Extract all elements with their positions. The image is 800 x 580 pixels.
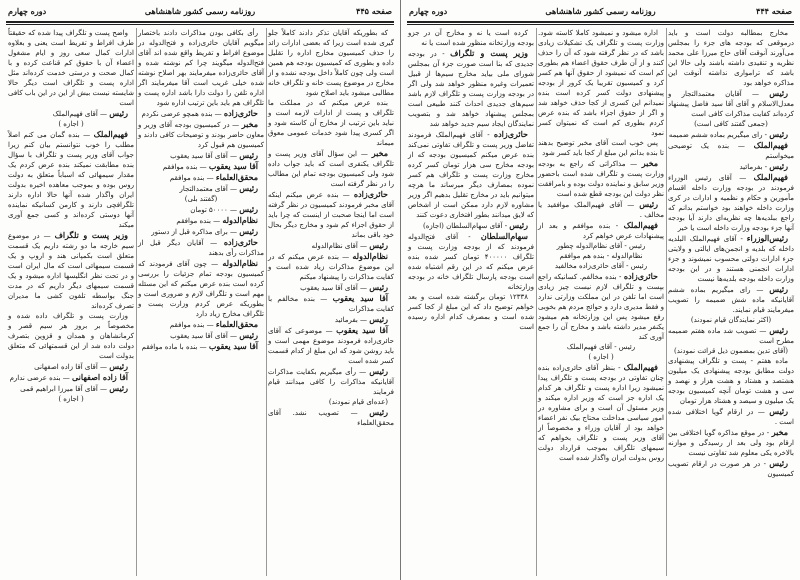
newspaper-title: روزنامه رسمی کشور شاهنشاهی — [144, 6, 256, 16]
speaker-name: حائری‌زاده — [223, 237, 258, 247]
speaker-name: رئیس — [769, 325, 788, 335]
speaker-paragraph — [268, 314, 394, 325]
speaker-paragraph — [668, 161, 794, 172]
speech-text: — آقای معتمدالتجار — [179, 185, 238, 193]
speech-text: - رای میگیریم بماده ششم ضمیمه — [668, 131, 768, 139]
page-header — [409, 6, 792, 20]
speaker-name: رئیس — [369, 240, 388, 250]
speaker-paragraph — [138, 172, 264, 183]
speaker-name: نظام‌الدوله — [222, 258, 258, 268]
speaker-paragraph — [408, 231, 534, 292]
header-rule — [6, 21, 394, 25]
newspaper-title: روزنامه رسمی کشور شاهنشاهی — [545, 6, 656, 16]
speech-text: — آقایان دیگر قبل از مذاکرات رأی بدهند — [138, 239, 264, 257]
speaker-name: رئیس — [769, 88, 788, 98]
speaker-name: رئیس — [369, 366, 388, 376]
speaker-name: رئیس — [239, 204, 258, 214]
speaker-name: فهیم‌الملک — [753, 140, 788, 150]
body-paragraph: ۱۲۳۳۸ تومان برگشته شده است و بعد خواهم توضیح داد که این مبلغ از کجا کسر شده است و بمصرف کدام اداره رسیده است — [408, 293, 534, 331]
speech-text: — مذاکراتی که راجع به بودجه وزارت پست و تلگراف شده است باحضور وزیر سابق و نماینده دولت بوده و بامرافقت نظر دولت این بودجه قطع شده است — [538, 160, 664, 198]
speaker-paragraph — [8, 372, 134, 383]
speech-text: — موضوعی که آقای حائری‌زاده فرمودند موضوع مهمی است و باید روشن شود که این مبلغ از کدام قسمت کسر شده است — [268, 327, 394, 365]
speaker-name: مخبر — [641, 158, 659, 168]
column-middle — [538, 28, 664, 463]
speech-text: - آقای فتح‌الدوله فرمودند که از بودجه وزارت پست و تلگراف ۴۰۰۰۰۰ تومان کسر شده بنده عرض میکنم که در این رقم اشتباه شده است بودجه پارسال تلگراف خانه در بودجه وزارتخانه — [408, 233, 534, 291]
speaker-paragraph — [538, 220, 664, 241]
column-divider — [666, 28, 667, 576]
speaker-name: آقا سید یعقوب — [336, 325, 388, 335]
speaker-paragraph — [668, 88, 794, 119]
speaker-paragraph — [268, 325, 394, 366]
centered-note: ( اجازه ) — [58, 120, 84, 128]
centered-note: نظام‌الدوله - بنده هم موافقم — [559, 252, 643, 260]
centered-note: رئیس - آقای حائری‌زاده مخالفید — [554, 262, 648, 270]
speech-text: — آقای نظام‌الدوله — [311, 242, 368, 250]
volume-label: دوره چهارم — [8, 6, 47, 16]
speech-text: — آقای آقا زاده اصفهانی — [34, 363, 108, 371]
speaker-paragraph — [668, 129, 794, 140]
speaker-name: فهیم‌الملک — [623, 362, 658, 372]
speaker-paragraph — [268, 189, 394, 240]
speech-text: — بنده موافقم — [169, 174, 214, 182]
speaker-paragraph — [538, 158, 664, 199]
speaker-paragraph — [138, 183, 264, 194]
speaker-name: آقا سید یعقوب — [332, 293, 388, 303]
speaker-paragraph — [138, 108, 264, 119]
speaker-paragraph — [268, 366, 394, 397]
speech-text: - بنده موافقم و بعد از پیشنهادات عرض خواهم کرد — [538, 222, 664, 240]
speaker-paragraph — [268, 240, 394, 251]
body-paragraph: اداره میشود و نمیشود کاملا کاسته شود. وزارت پست و تلگراف یک تشکیلات زیادی باشد که در نظر گرفته شود که آن را حذف کنند و از آن طرف حقوق اعضاء هم بطوری کم است که نمیشود از حقوق آنها هم کسر کرد و کمیسیون تقریبا یک کرور از بودجه پیشنهادی دولت کسر کرده است بنده نمیدانم این کسری از کجا حذف خواهد شد و اگر از حقوق اجزاء باشد که بنده عرض کردم بطوری کم است که نمیتوان کسر نمود — [538, 29, 664, 137]
speaker-name: مخبر — [371, 148, 388, 158]
speech-text: — آقای آقا سید یعقوب — [300, 284, 368, 292]
speaker-paragraph — [538, 199, 664, 220]
centered-note: رئیس - آقای فهیم‌الملک — [566, 343, 636, 351]
speech-text: - آقای سهام‌السلطان (اجازه) — [422, 222, 508, 230]
speaker-paragraph — [138, 119, 264, 150]
speaker-name: رئیس — [369, 282, 388, 292]
speaker-paragraph — [408, 129, 534, 220]
body-paragraph: رأی بکافی بودن مذاکرات دادند باختصار میگویم آقایان حائری‌زاده و فتح‌الدوله در موضوع افراط و تفریط واقع شده اند آقای فتح‌الدوله میگویند چرا کم نوشته شده و آقای حائری‌زاده میفرمایند بهر اصلاح نوشته شده خیلی غریب است آقا میفرمایند اگر اداره تلفن را دولت دارا باشد اداره پست و تلگراف هم باید باین ترتیب اداره شود — [138, 29, 264, 107]
speaker-name: محقق‌العلماء — [215, 172, 258, 182]
speech-text: — بنده یک توضیحی میخواستم — [668, 142, 794, 160]
page-number: صفحه ۴۴۵ — [356, 6, 392, 16]
speech-text: — آقای آقا سید یعقوب — [170, 332, 238, 340]
speech-text: — بنده عرض میکنم که در این موضوع مذاکرات زیاد شده است و کفایت مذاکرات را پیشنهاد میکنم — [268, 253, 394, 281]
speaker-name: رئیس — [239, 330, 258, 340]
speaker-paragraph — [668, 406, 794, 427]
speaker-name: رئیس — [639, 199, 658, 209]
speaker-name: حائری‌زاده — [223, 108, 258, 118]
speech-text: — رای میگیریم بماده ششم آقایانیکه ماده شش ضمیمه را تصویب میفرمایند قیام نمایند. — [668, 286, 794, 314]
speech-text: — آقای آقا سید یعقوب — [170, 152, 238, 160]
speaker-paragraph — [138, 237, 264, 258]
speech-text: — بنده مخالفم با کفایت مذاکرات — [268, 295, 394, 313]
body-paragraph: (عده‌ای قیام نمودند) — [328, 398, 388, 406]
speech-text: - بفرمائید — [739, 163, 768, 171]
speaker-paragraph — [268, 148, 394, 189]
body-paragraph: واضح پست و تلگراف پیدا شده که حقیقتاً طرف افراط و تفریط است یعنی و بعلاوه ادارات کمال سعی روز و ایام مشغول اعضاء آن با حقوق کم قناعت کرده و با کمال صحت و درستی خدمت کرده‌اند مثل اداره پست و تلگراف است دیگر حالا شایسته نیست بیش از این در این باب کافی است — [8, 29, 134, 107]
speaker-name: آقا سید یعقوب — [208, 161, 258, 171]
speaker-paragraph — [538, 271, 664, 342]
centered-note: ( اجازه ) — [58, 395, 84, 403]
speaker-name: آقا سید یعقوب — [208, 341, 258, 351]
speaker-paragraph — [138, 258, 264, 319]
speech-text: - در بودجه جدیدی که بنا است صورت جزء آن بمجلس شورای ملی بیاید مخارج سیم‌ها از قبیل تعمیرات وغیره منظور خواهد شد ولی اگر در بودجه وزارت پست و تلگراف لازم باشد سیم‌های جدیدی احداث کنند طبیعی است بمجلس پیشنهاد خواهد شد و بتصویب نمایندگان ایجاد سیم جدید خواهد شد — [408, 50, 534, 128]
speech-text: — بنده عرض میکنم اینکه آقای مخبر فرمودند کمیسیون در نظر گرفته است اما اینجا صحبت از اینست که چرا باید از حقوق اجزاء کم شود و مخارج دیگر بحال خود باقی بماند — [268, 191, 394, 239]
centered-note: (جمعی گفتند کافی است) — [694, 120, 768, 128]
speaker-paragraph — [668, 458, 794, 479]
speaker-name: رئیس‌الوزراء — [746, 233, 788, 243]
speaker-name: رئیس — [109, 383, 128, 393]
volume-label: دوره چهارم — [409, 6, 448, 16]
speaker-name: محقق‌العلماء — [215, 319, 258, 329]
body-paragraph: وزارت پست و تلگراف داده شده و مخصوصاً بر بروز هر سیم قصر و کرمانشاهان و همدان و قزوین بتصرف دولت داده شد از این قسمتهائی که متعلق بدولت است — [8, 312, 134, 360]
speech-text: — بنده موافقم — [162, 163, 207, 171]
speech-text: — بنده همچو عرضی نکردم — [141, 110, 222, 118]
speech-text: - آقای فهیم‌الملک البلدیه داخله که بلدیه و انجمن‌های ایالتی و ولایتی جزء ادارات دولتی محسوب نمیشوند و جزء ادارات انجمنی هستند و در این بودجه وزارت داخله بودجه بلدیه‌ها نیست — [668, 235, 794, 283]
speaker-paragraph — [408, 220, 534, 231]
speech-text: — برای مذاکره قبل از دستور — [151, 228, 238, 236]
speaker-paragraph — [138, 226, 264, 237]
speaker-paragraph — [138, 161, 264, 172]
centered-note: (اکثر نمایندگان قیام نمودند) — [690, 316, 772, 324]
speaker-name: رئیس — [769, 284, 788, 294]
speaker-paragraph — [138, 341, 264, 352]
speaker-name: رئیس — [769, 161, 788, 171]
speaker-name: فهیم‌الملک — [623, 220, 658, 230]
speaker-name: فهیم‌الملک — [93, 129, 128, 139]
speaker-name: حائری‌زاده — [623, 271, 658, 281]
speech-text: — بفرمائید — [334, 316, 368, 324]
body-paragraph: ماده هفتم - پست و تلگراف پیشنهادی دولت مطابق بودجه پیشنهادی یک میلیون هشتصد و هشتاد و هشت هزار و نهصد و سی و هشت تومان آنچه کمیسیون بودجه یک میلیون و سیصد و هشتاد هزار تومان — [668, 357, 794, 405]
column-divider — [136, 28, 137, 576]
speaker-name: رئیس — [769, 458, 788, 468]
body-paragraph: بنده عرض میکنم که در مملکت ما تلگراف و پست از ادارات لازمه است و نباید باین ترتیب از مخارج آن کاسته شود و اگر کسری پیدا شود خدمات عمومی معوق میماند — [268, 99, 394, 147]
column-divider — [536, 28, 537, 576]
speech-text: — این سؤال آقای وزیر پست و تلگراف یکنفری است که باید جواب داده شود ولی کمیسیون بودجه تمام این مطالب را در نظر گرفته است — [268, 150, 394, 188]
speaker-paragraph — [668, 140, 794, 161]
centered-note: (آقای تدین بمضمون ذیل قرائت نمودند) — [674, 347, 788, 355]
speaker-paragraph — [138, 204, 264, 215]
body-paragraph: مخارج بمطالبه دولت است و باید درموقعی که بودجه های جزء را بمجلس می‌آورند آنوقت آقای حاج میرزا علی محمد نظریه و تنقیدی داشته باشند ولی حالا این باشد که ترامواری نداشته آنوقت این مذاکره خواهد بود — [668, 29, 794, 87]
speech-text: - بنده مخالفم. کسانیکه راجع بپست و تلگراف لازم نیست چیز زیادی است اما تلفن در این مملکت وزارتی ندارد و فقط مدیری دارد و حوائج مردم هم بخوبی رفع میشود پس این وزارتخانه هم میشود یکنفر مدیر داشته باشد و مخارج آن را جمع آوری کند — [538, 273, 664, 341]
speech-text: — در موضوع سیم خارجه ما دو رشته داریم یک قسمت متعلق است بکمپانی هند و اروپ و یک قسمت سیمهائی است که مال ایران است و در تحت نظر انگلیسها اداره میشود و یک قسمت سیمهای دیگر داریم که در مدت جنگ بواسطه تلفون کشی ما مدیران تصرف کرده‌اند — [8, 232, 134, 310]
body-paragraph: کرده است یا نه و مخارج آن در جزو بودجه وزارتخانه منظور شده است یا نه — [408, 29, 534, 47]
speech-text: — رأی میگیریم بکفایت مذاکرات آقایانیکه مذاکرات را کافی میدانند قیام فرمایند — [268, 368, 394, 396]
centered-note: ( اجازه ) — [588, 353, 614, 361]
column-right — [268, 28, 394, 428]
speech-text: - بنظر آقای حائری‌زاده بنده چنان تفاوتی در بودجه پست و تلگراف پیدا نمیشود زیرا اداره پست و تلگراف هر کدام یک اداره جز است که وزیر اداره میکند و وزیر مسئول آن است و برای مشاوره در امور سیاسی مداخلت محتاج بیک نفر اعضاء خواهد بود از آقایان وزراء و مخصوصاً از آقای وزیر پست و تلگراف بخواهم که سیمهای تلگراف بموجب قرارداد دولت روس بدولت ایران واگذار شده است — [538, 364, 664, 462]
column-left — [8, 28, 134, 404]
speech-text: — بنده موافقم — [169, 321, 214, 329]
column-right — [668, 28, 794, 479]
speaker-name: آقا زاده اصفهانی — [72, 372, 128, 382]
speech-text: — در کمیسیون بودجه آقای وزیر و معاون حاضر بودند و توضیحات کافی دادند و کمیسیون هم قبول کرد — [138, 121, 264, 149]
speaker-name: وزیر پست و تلگراف — [450, 48, 529, 58]
speaker-paragraph — [538, 362, 664, 463]
speaker-paragraph — [668, 233, 794, 284]
speaker-name: رئیس — [239, 183, 258, 193]
speaker-paragraph — [138, 319, 264, 330]
speaker-name: نظام‌الدوله — [352, 251, 388, 261]
speaker-paragraph — [268, 293, 394, 314]
speaker-paragraph — [8, 129, 134, 230]
speaker-paragraph — [668, 172, 794, 233]
speech-text: - در هر صورت در ارقام تصویب کمیسیون — [668, 460, 794, 478]
speech-text: — بنده با ماده موافقم — [141, 343, 207, 351]
speech-text: — ۵۰۰۰۰ تومان — [190, 206, 238, 214]
speaker-name: حائری‌زاده — [493, 129, 528, 139]
speaker-name: رئیس — [109, 108, 128, 118]
speech-text: — آقای فهیم‌الملک — [52, 110, 108, 118]
speaker-paragraph — [8, 230, 134, 311]
speech-text: - در موقع مذاکره گویا اختلافی بین ارقام بود ولی بعد از رسیدگی و موازنه بالاخره یکی معلوم شد تفاوتی نیست — [668, 429, 794, 457]
page-header — [8, 6, 392, 20]
speaker-paragraph — [8, 361, 134, 372]
speaker-paragraph — [138, 215, 264, 226]
speech-text: — در ارقام گویا اختلافی شده است . — [668, 408, 794, 426]
body-paragraph: پس خوب است آقای مخبر توضیح بدهند تا بنده بدانم این مبلغ از کجا باید کسر شود — [538, 139, 664, 157]
speaker-name: رئیس — [509, 220, 528, 230]
speaker-name: نظام‌الدوله — [222, 215, 258, 225]
column-divider — [266, 28, 267, 576]
speech-text: — آقای آقا میرزا ابراهیم قمی — [20, 385, 108, 393]
speaker-paragraph — [668, 284, 794, 315]
speaker-name: رئیس — [369, 314, 388, 324]
speaker-name: وزیر پست و تلگراف — [54, 230, 128, 240]
speaker-name: رئیس — [109, 361, 128, 371]
speech-text: — آقایان معتمدالتجار و معدل‌الاسلام و آقای آقا سید فاضل پیشنهاد کرده‌اند کفایت مذاکرات کافی است — [668, 90, 794, 118]
speech-text: — تصویب نشد. آقای محقق‌العلماء — [268, 409, 394, 427]
speech-text: — چون آقای فرمودند که کمیسیون بودجه تمام جزئیات را بررسی کرده است بنده عرض میکنم که این مسئله مهم است و تلگراف لازم و ضروری است و بطوریکه عرض کردم وزارت پست و تلگراف مخارج زیاد دارد — [138, 260, 264, 318]
speaker-paragraph — [138, 150, 264, 161]
speaker-paragraph — [668, 325, 794, 346]
body-paragraph: که بطوریکه آقایان تذکر دادند کاملاً جلو گیری شده است زیرا که بعضی ادارات زائد را حذف کمیسیون مخارج اداره را تقلیل داده و بطوری که کمیسیون بودجه هم همین است ولی چون کاملاً داخل بودجه نشده و از مخارج در موضوع پست خانه و تلگراف خانه مطالبی میشود باید اصلاح شود — [268, 29, 394, 97]
speech-text: — بنده موافقم — [176, 217, 221, 225]
speaker-paragraph — [8, 383, 134, 394]
centered-note: رئیس - آقای نظام‌الدوله چطور — [556, 242, 646, 250]
page-number: صفحه ۴۴۴ — [756, 6, 792, 16]
column-left — [408, 28, 534, 332]
speaker-name: رئیس — [239, 150, 258, 160]
speaker-paragraph — [138, 330, 264, 341]
speech-text: — آقای رئیس الوزراء فرمودند در بودجه وزارت داخله اقسام مأمورین و حکام و نظمیه و ادارات در کری وزارت داخله خواهند بود خواستم بدانم که راجع ببلدیه‌ها چه نظریه‌ای دارند آیا بودجه آنها جزء بودجه وزارت داخله است یا خیر — [668, 174, 794, 232]
speaker-name: فهیم‌الملک — [753, 172, 788, 182]
speaker-name: رئیس — [239, 226, 258, 236]
speech-text: - آقای فهیم‌الملک فرمودند تفاضل وزیر پست و تلگراف تفاوتی نمی‌کند بنده عرض میکنم کمیسیون بودجه که از بودجه مخارج سی هزار تومان کسر کرده مخارج وزارت پست و تلگراف هم کسر نموده بمصارف دیگر میرساند ما هرچه میتوانیم باید در مخارج تقلیل بدهیم اگر وزیر مشاوره لازم دارد ممکن است از اشخاص که لایق میدانند بطور افتخاری دعوت کنند — [408, 131, 534, 219]
right-page — [400, 0, 800, 580]
header-rule — [407, 21, 794, 25]
column-middle — [138, 28, 264, 352]
speaker-paragraph — [408, 48, 534, 129]
speaker-name: رئیس — [369, 407, 388, 417]
speaker-paragraph — [268, 251, 394, 282]
speaker-paragraph — [8, 108, 134, 119]
speech-text: — بنده عرضی ندارم — [9, 374, 70, 382]
speaker-name: رئیس — [769, 406, 788, 416]
speaker-paragraph — [268, 407, 394, 428]
speech-text: — آقای فهیم‌الملک موافقید یا مخالف . — [538, 201, 664, 219]
speaker-name: سهام‌السلطان — [480, 231, 528, 241]
speaker-name: مخبر — [241, 119, 258, 129]
speech-text: — بنده گمان می کنم اصلاً مطلب را خوب نتوانستم بیان کنم زیرا جواب آقای وزیر پست و تلگراف با سؤال بنده مطابقت نمیکند بنده عرض کردم یک مقدار سیمهائی که اسباباً متعلق به دولت روس بوده و بموجب معاهده اخیره بدولت ایران واگذار شده آنها حالا اداره دارند تلگرافچی دارند و کارمن کسانیکه نماینده آنها دوستی کرده‌اند و کسی جمع آوری میکند — [8, 131, 134, 229]
speaker-paragraph — [668, 427, 794, 458]
centered-note: (گفتند بلی) — [184, 195, 218, 203]
speaker-paragraph — [268, 282, 394, 293]
speech-text: — تصویب شد ماده هفتم ضمیمه مطرح است — [668, 327, 794, 345]
speaker-name: رئیس — [769, 129, 788, 139]
speaker-name: مخبر — [771, 427, 788, 437]
speaker-name: حائری‌زاده — [353, 189, 388, 199]
